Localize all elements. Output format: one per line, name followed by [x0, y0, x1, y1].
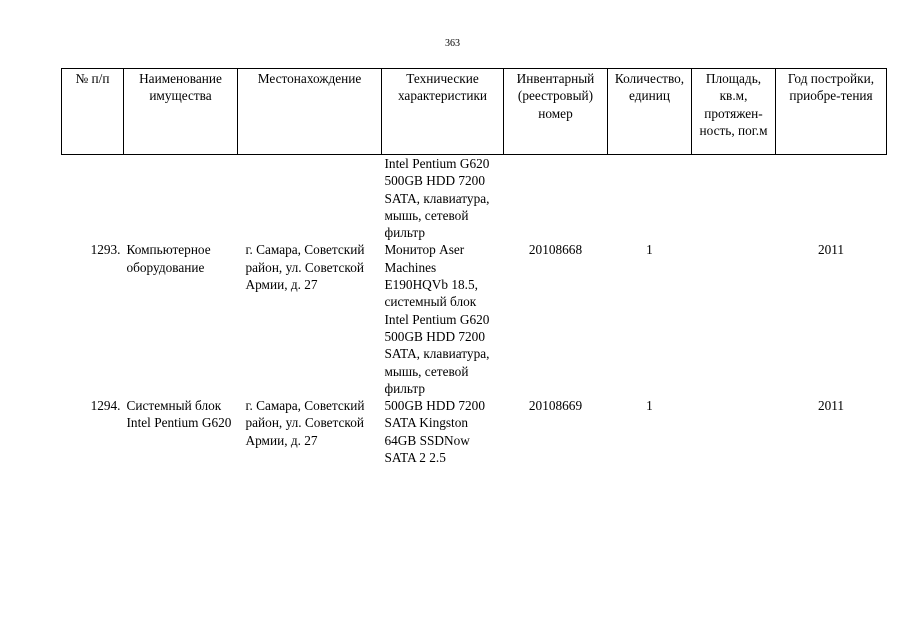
header-year: Год постройки, приобре-тения	[776, 69, 887, 155]
header-tech: Технические характеристики	[382, 69, 504, 155]
table-header-row	[62, 69, 887, 155]
row-name: Системный блок Intel Pentium G620	[126, 398, 232, 431]
property-register-table	[61, 68, 887, 466]
row-year: 2011	[817, 398, 845, 414]
row-quantity: 1	[646, 242, 653, 258]
header-area: Площадь, кв.м, протяжен-ность, пог.м	[692, 69, 776, 155]
row-location: г. Самара, Советский район, ул. Советской Армии, д. 27	[245, 242, 365, 293]
table-row	[62, 397, 887, 466]
row-number: 1294.	[90, 398, 121, 414]
header-inventory: Инвентарный (реестровый) номер	[504, 69, 608, 155]
table-row	[62, 241, 887, 397]
table-row	[62, 155, 887, 242]
row-name: Компьютерное оборудование	[126, 242, 211, 275]
row-area	[692, 241, 776, 397]
row-area	[692, 397, 776, 466]
row-inventory: 20108669	[528, 398, 583, 414]
header-quantity: Количество, единиц	[608, 69, 692, 155]
page-number: 363	[445, 38, 460, 49]
row-number: 1293.	[90, 242, 121, 258]
row-inventory: 20108668	[528, 242, 583, 258]
header-name: Наименование имущества	[124, 69, 238, 155]
header-number: № п/п	[62, 69, 124, 155]
row-location: г. Самара, Советский район, ул. Советской Армии, д. 27	[245, 398, 365, 448]
row-year: 2011	[817, 242, 845, 258]
row-tech: Монитор Aser Machines E190HQVb 18.5, системный блок Intel Pentium G620 500GB HDD 7200 SATA, клавиатура, мышь, сетевой фильтр	[384, 242, 490, 396]
carryover-tech: Intel Pentium G620 500GB HDD 7200 SATA, клавиатура, мышь, сетевой фильтр	[384, 156, 490, 241]
header-location: Местонахождение	[238, 69, 382, 155]
row-quantity: 1	[646, 398, 653, 414]
row-tech: 500GB HDD 7200 SATA Kingston 64GB SSDNow SATA 2 2.5	[384, 398, 485, 466]
